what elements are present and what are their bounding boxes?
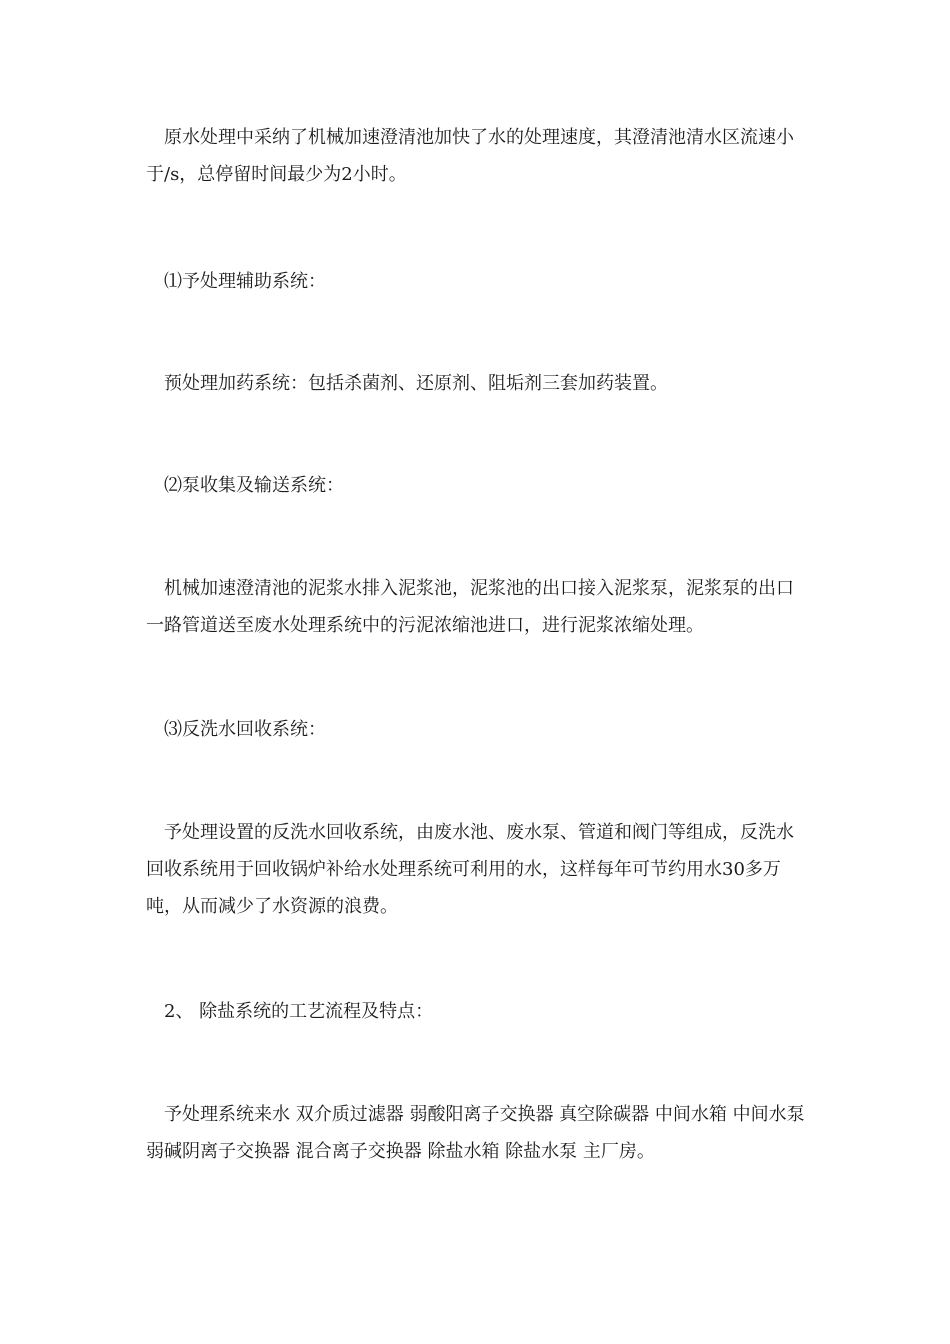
heading-desalination-process: 2、 除盐系统的工艺流程及特点： <box>164 1001 434 1022</box>
heading-backwash-recovery-system: ⑶反洗水回收系统： <box>164 719 326 740</box>
paragraph-dosing-system: 预处理加药系统：包括杀菌剂、还原剂、阻垢剂三套加药装置。 <box>164 373 668 394</box>
paragraph-desalination-flow: 予处理系统来水 双介质过滤器 弱酸阳离子交换器 真空除碳器 中间水箱 中间水泵 弱碱阴离子交换器 混合离子交换器 除盐水箱 除盐水泵 主厂房。 <box>146 1104 805 1162</box>
heading-pretreatment-auxiliary-system: ⑴予处理辅助系统： <box>164 271 326 292</box>
paragraph-raw-water-treatment: 原水处理中采纳了机械加速澄清池加快了水的处理速度，其澄清池清水区流速小于/s，总停留时间最少为2小时。 <box>146 127 794 185</box>
heading-pump-collection-system: ⑵泵收集及输送系统： <box>164 475 344 496</box>
paragraph-sludge-water: 机械加速澄清池的泥浆水排入泥浆池，泥浆池的出口接入泥浆泵，泥浆泵的出口一路管道送至废水处理系统中的污泥浓缩池进口，进行泥浆浓缩处理。 <box>146 578 794 636</box>
paragraph-backwash-recovery: 予处理设置的反洗水回收系统，由废水池、废水泵、管道和阀门等组成，反洗水回收系统用于回收锅炉补给水处理系统可利用的水，这样每年可节约用水30多万吨，从而减少了水资源的浪费。 <box>146 822 794 917</box>
